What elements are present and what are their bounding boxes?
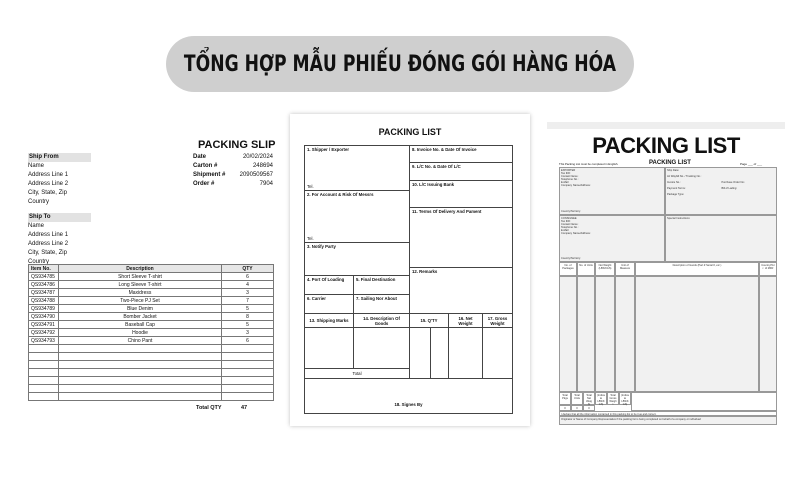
- goods-column[interactable]: [759, 276, 777, 392]
- packing-list-template-2[interactable]: [547, 122, 785, 425]
- total-qty-label: Total QTY: [196, 405, 222, 411]
- column-header: Net Weight (LBS/KGS): [595, 262, 615, 276]
- lc-field[interactable]: 9. L/C No. & Date Of L/C: [409, 162, 513, 181]
- qty-header: 15. Q'TY: [409, 313, 449, 328]
- signed-field[interactable]: 18. Signes By: [304, 378, 513, 414]
- column-header: Item No.: [29, 265, 59, 273]
- terms-field[interactable]: 11. Terms Of Delivery And Pament: [409, 207, 513, 268]
- empty-row: [29, 393, 274, 401]
- meta-row: Order # 7904: [193, 181, 273, 187]
- address-line: Address Line 1: [28, 232, 69, 238]
- invoice-field[interactable]: 8. Invoice No. & Date Of Invoice: [409, 145, 513, 163]
- bank-field[interactable]: 10. L/C Issuing Bank: [409, 180, 513, 208]
- column-header: Unit of Measure: [615, 262, 635, 276]
- total-value: 0: [583, 405, 595, 411]
- shipper-field[interactable]: 1. Shipper / Exporter Tel.: [304, 145, 410, 191]
- address-line: City, State, Zip: [28, 190, 67, 196]
- column-header: No. of Units: [577, 262, 595, 276]
- page-field: Page ___ of ___: [740, 162, 763, 166]
- form-title: PACKING LIST: [649, 160, 691, 166]
- table-row: QS934790 Bomber Jacket 8: [29, 313, 274, 321]
- table-row: QS934788 Two-Piece PJ Set 7: [29, 297, 274, 305]
- total-header: Total Net Weight: [583, 392, 595, 405]
- empty-row: [29, 385, 274, 393]
- total-header: Total Pkgs: [559, 392, 571, 405]
- address-line: Country: [28, 199, 50, 205]
- notify-field[interactable]: 3. Notify Party: [304, 242, 410, 276]
- special-instructions[interactable]: Special Instructions:: [665, 215, 777, 262]
- total-header: Total Gross Weight: [607, 392, 619, 405]
- remarks-field[interactable]: 12. Remarks: [409, 267, 513, 314]
- goods-column[interactable]: [559, 276, 577, 392]
- marks-header: 13. Shipping Marks: [304, 313, 354, 328]
- column-header: Description: [59, 265, 222, 273]
- total-value: 0: [571, 405, 583, 411]
- signature-field[interactable]: Originator or Name of Company Representative if the packing list is being completed on behalf of a company or individual:: [559, 416, 777, 425]
- address-line: City, State, Zip: [28, 250, 67, 256]
- empty-row: [29, 353, 274, 361]
- table-row: QS934786 Long Sleeve T-shirt 4: [29, 281, 274, 289]
- table-row: QS934791 Baseball Cap 5: [29, 321, 274, 329]
- empty-row: [29, 369, 274, 377]
- table-row: QS934793 Chino Pant 6: [29, 337, 274, 345]
- exporter-box[interactable]: EXPORTER Tax ID#: Contact Name: Telephone No.: E-Mail: Company Name/Address: Country/Territory:: [559, 167, 665, 215]
- total-header: (Indicate LBS/KGS): [595, 392, 607, 405]
- table-row: QS934792 Hoodie 3: [29, 329, 274, 337]
- address-line: Address Line 2: [28, 241, 69, 247]
- note: This Packing List must be completed in English.: [559, 162, 619, 166]
- empty-row: [29, 345, 274, 353]
- column-header: No. of Packages: [559, 262, 577, 276]
- column-header: Description of Goods (Part # Serial #, etc.): [635, 262, 759, 276]
- column-header: Country/Terr. of MFR: [759, 262, 777, 276]
- address-line: Address Line 2: [28, 181, 69, 187]
- total-label: Total: [304, 368, 410, 379]
- address-line: Name: [28, 223, 45, 229]
- shipment-box[interactable]: Ship Date: Air Waybill No. / Tracking No.: Invoice No.: Purchase Order No.: Payment Terms: Bill of Lading: Package Type:: [665, 167, 777, 215]
- consignee-box[interactable]: CONSIGNEE Tax ID#: Contact Name: Telephone No.: E-Mail: Company Name/Address: Country/Territory:: [559, 215, 665, 262]
- empty-row: [29, 377, 274, 385]
- items-table: [28, 264, 274, 401]
- meta-row: Date 20/02/2024: [193, 154, 273, 160]
- total-header: Total Units: [571, 392, 583, 405]
- goods-column[interactable]: [577, 276, 595, 392]
- goods-column[interactable]: [595, 276, 615, 392]
- goods-column[interactable]: [635, 276, 759, 392]
- address-line: Country: [28, 259, 50, 265]
- carrier-field[interactable]: 6. Carrier: [304, 294, 354, 314]
- table-row: QS934789 Blue Denim 5: [29, 305, 274, 313]
- title-banner: [166, 36, 634, 92]
- declaration: I declare that all the information contained in this packing list to be true and correct.: [559, 411, 777, 416]
- totals-blank: [631, 392, 777, 411]
- total-header: (Indicate LBS/KGS): [619, 392, 631, 405]
- net-header: 16. Net Weight: [448, 313, 483, 328]
- address-line: Name: [28, 163, 45, 169]
- port-field[interactable]: 4. Port Of Loading: [304, 275, 354, 295]
- ship-from-label: Ship From: [28, 153, 91, 162]
- gross-header: 17. Gross Weight: [482, 313, 513, 328]
- column-header: QTY: [222, 265, 274, 273]
- total-qty-value: 47: [241, 405, 248, 411]
- address-line: Address Line 1: [28, 172, 69, 178]
- banner-title: TỔNG HỢP MẪU PHIẾU ĐÓNG GÓI HÀNG HÓA: [183, 51, 617, 77]
- sailing-field[interactable]: 7. Sailing Nor About: [353, 294, 410, 314]
- goods-header: 14. Description Of Goods: [353, 313, 410, 328]
- account-field[interactable]: 2. For Account & Risk Of Messrs Tel.: [304, 190, 410, 243]
- table-row: QS934785 Short Sleeve T-shirt 6: [29, 273, 274, 281]
- slip-title: PACKING SLIP: [198, 139, 276, 151]
- meta-row: Shipment # 2090509567: [193, 172, 273, 178]
- goods-column[interactable]: [615, 276, 635, 392]
- empty-row: [29, 361, 274, 369]
- total-value: 0: [559, 405, 571, 411]
- ship-to-label: Ship To: [28, 213, 91, 222]
- table-row: QS934787 Maxidress 3: [29, 289, 274, 297]
- destination-field[interactable]: 5. Final Destination: [353, 275, 410, 295]
- meta-row: Carton # 248694: [193, 163, 273, 169]
- list-title: PACKING LIST: [378, 127, 442, 137]
- big-title: PACKING LIST: [592, 133, 740, 158]
